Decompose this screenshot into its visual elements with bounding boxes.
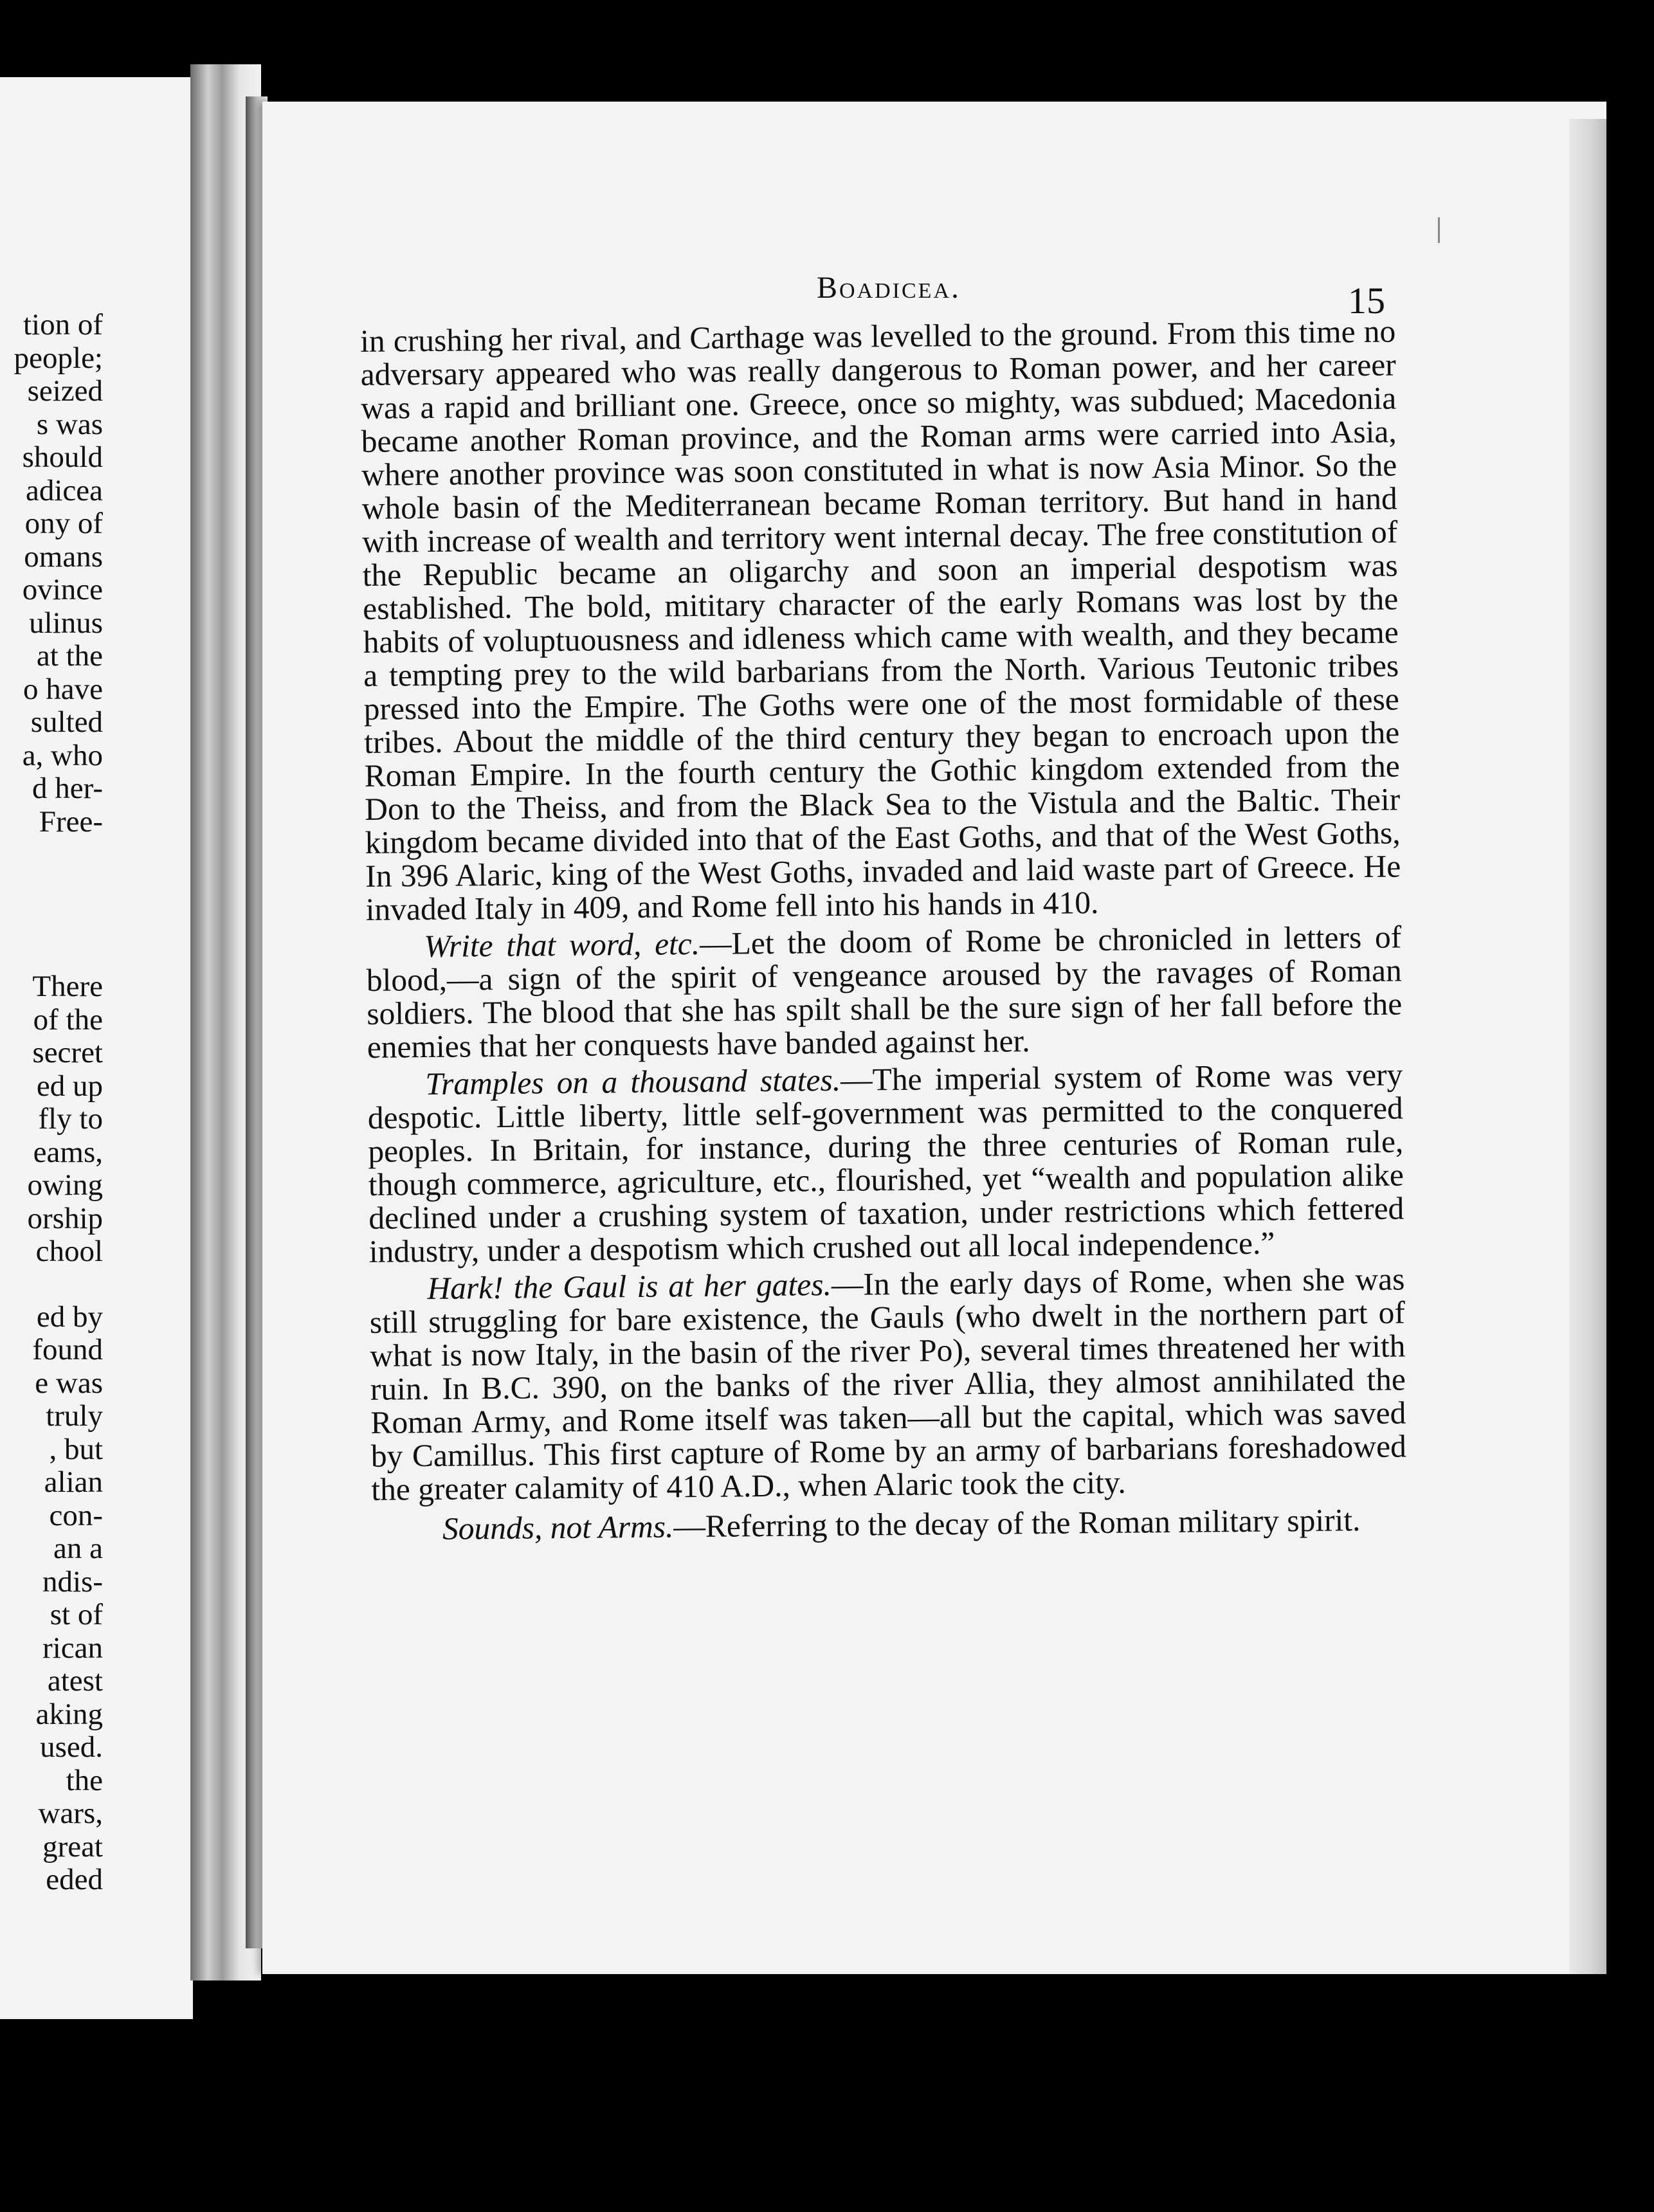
facing-page-line: e was [35, 1366, 103, 1400]
facing-page-line: con- [49, 1498, 103, 1532]
facing-page-line: eams, [33, 1135, 103, 1169]
facing-page-line: Free- [39, 804, 103, 839]
facing-page-line: found [32, 1333, 103, 1366]
facing-page-lines-top [0, 309, 103, 839]
paragraph-2-lead: Write that word, etc. [424, 925, 700, 965]
facing-page-line: ulinus [29, 606, 103, 640]
paragraph-4 [369, 1262, 1406, 1506]
paragraph-1: in crushing her rival, and Carthage was levelled to the ground. From this time no adversary appeared who was really dangerous to Roman power, and her career was a rapid and brilliant one. Greece, once so mighty, was subdued; Macedonia became another Roman province, and the Roman arms were carried into Asia, where another province was soon constituted in what is now Asia Minor. So the whole basin of the Mediterranean became Roman territory. But hand in hand with increase of wealth and territory went internal decay. The free constitution of the Republic became an oligarchy and soon an imperial despotism was established. The bold, mititary character of the early Romans was lost by the habits of voluptuousness and idleness which came with wealth, and they became a tempting prey to the wild barbarians from the North. Various Teutonic tribes pressed into the Empire. The Goths were one of the most formidable of these tribes. About the middle of the third century they began to encroach upon the Roman Empire. In the fourth century the Gothic kingdom extended from the Don to the Theiss, and from the Black Sea to the Vistula and the Baltic. Their kingdom became divided into that of the East Goths, and that of the West Goths, In 396 Alaric, king of the West Goths, invaded and laid waste part of Greece. He invaded Italy in 409, and Rome fell into his hands in 410. [359, 313, 1401, 927]
facing-page-line: rican [42, 1631, 103, 1665]
body-text [360, 315, 1407, 1546]
facing-page-line: aking [35, 1697, 103, 1731]
paragraph-5-text: —Referring to the decay of the Roman military spirit. [673, 1502, 1361, 1545]
facing-page-line: tion of [23, 308, 103, 341]
paragraph-4-lead: Hark! the Gaul is at her gates. [427, 1267, 832, 1307]
facing-page-line: atest [47, 1664, 103, 1698]
facing-page-line: should [22, 440, 103, 474]
facing-page-lines-bottom [0, 1301, 103, 1897]
facing-page-line: at the [36, 639, 103, 673]
facing-page-line: fly to [38, 1102, 103, 1136]
facing-page-line: o have [23, 672, 103, 706]
facing-page-line: , but [49, 1432, 103, 1466]
facing-page-lines-middle [0, 970, 103, 1269]
facing-page-line: truly [46, 1399, 103, 1433]
page-number: 15 [1348, 280, 1385, 322]
paragraph-3 [367, 1058, 1404, 1268]
paragraph-4-text: —In the early days of Rome, when she was still struggling for bare existence, the Gauls (who dwelt in the northern part of what is now Italy, in the basin of the river Po), several times threatened her with ruin. In B.C. 390, on the banks of the river Allia, they almost annihilated the Roman Army, and Rome itself was taken—all but the capital, which was saved by Camillus. This first capture of Rome by an army of barbarians foreshadowed the greater calamity of 410 A.D., when Alaric took the city. [369, 1261, 1407, 1507]
facing-page-line: people; [14, 341, 103, 375]
paragraph-2 [366, 921, 1403, 1064]
facing-page-line: eded [46, 1863, 103, 1896]
facing-page-line: the [66, 1763, 103, 1797]
paragraph-3-lead: Tramples on a thousand states. [425, 1062, 841, 1102]
paragraph-3-text: —The imperial system of Rome was very despotic. Little liberty, little self-government was permitted to the conquered peoples. In Britain, for instance, during the three centuries of Roman rule, though commerce, agriculture, etc., flourished, yet “wealth and population alike declined under a crushing system of taxation, under restrictions which fettered industry, under a despotism which crushed out all local independence.” [367, 1056, 1404, 1269]
page-header [262, 270, 1413, 322]
page-edge [1569, 119, 1606, 1974]
facing-page-line: ovince [22, 573, 103, 606]
facing-page-line: chool [35, 1235, 103, 1268]
facing-page-line: adicea [25, 473, 103, 507]
facing-page-line: s was [36, 407, 103, 441]
facing-page-line: alian [44, 1465, 103, 1499]
facing-page-line: a, who [22, 738, 103, 772]
facing-page-text [0, 309, 103, 1897]
running-head: Boadicea. [817, 271, 961, 305]
facing-page-line: sulted [30, 705, 103, 739]
facing-page-line: There [32, 970, 103, 1003]
facing-page-line: ony of [24, 507, 103, 540]
facing-page-line: orship [27, 1201, 103, 1235]
paragraph-5-lead: Sounds, not Arms. [442, 1509, 674, 1546]
facing-page-line: owing [27, 1168, 103, 1202]
facing-page-line: ndis- [42, 1564, 103, 1599]
facing-page-line: st of [50, 1598, 103, 1631]
facing-page-line: wars, [38, 1797, 103, 1830]
paragraph-2-text: —Let the doom of Rome be chronicled in letters of blood,—a sign of the spirit of vengeance aroused by the ravages of Roman soldiers. The blood that she has spilt shall be the sure sign of her fall before the enemies that her conquests have banded against her. [366, 919, 1403, 1065]
facing-page-line: used. [40, 1730, 103, 1764]
facing-page-line: great [42, 1829, 103, 1863]
facing-page-line: ed by [36, 1300, 103, 1334]
facing-page-line: omans [24, 539, 103, 574]
facing-page-line: seized [27, 374, 103, 408]
facing-page-line: an a [53, 1532, 103, 1565]
facing-page-line: ed up [36, 1069, 103, 1103]
facing-page-line: of the [33, 1002, 103, 1037]
facing-page-left [0, 77, 193, 2019]
edge-mark [1438, 217, 1440, 243]
facing-page-line: secret [32, 1036, 103, 1069]
facing-page-line: d her- [32, 772, 103, 805]
